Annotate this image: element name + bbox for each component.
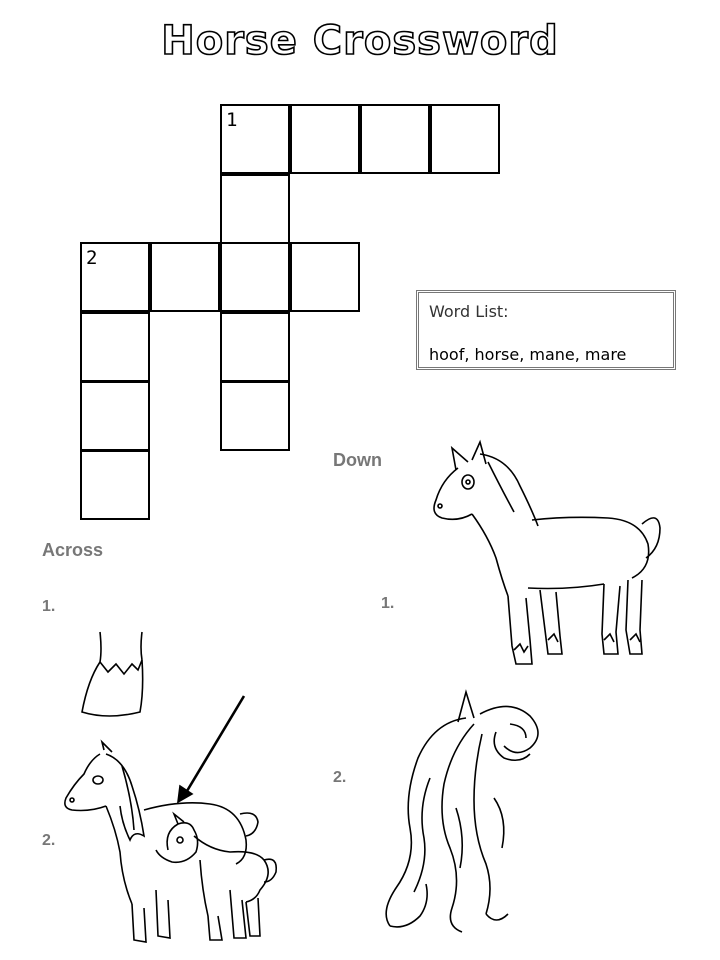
across-heading: Across [42, 540, 104, 560]
grid-cell[interactable] [430, 104, 500, 174]
mane-icon [370, 688, 550, 938]
grid-cell[interactable] [290, 242, 360, 312]
grid-cell[interactable] [80, 242, 150, 312]
grid-cell[interactable] [220, 104, 290, 174]
across-clue-1-number: 1. [42, 598, 56, 615]
down-clue-2-number: 2. [333, 769, 347, 786]
grid-cell[interactable] [150, 242, 220, 312]
grid-cell[interactable] [360, 104, 430, 174]
clue-number: 2 [86, 247, 98, 269]
grid-cell[interactable] [220, 312, 290, 382]
grid-cell[interactable] [80, 312, 150, 382]
grid-cell[interactable] [220, 381, 290, 451]
clue-number: 1 [226, 109, 238, 131]
word-list-box [416, 290, 676, 370]
down-heading: Down [333, 450, 382, 470]
mare-and-foal-icon [60, 740, 290, 950]
horse-icon [428, 440, 668, 675]
grid-cell[interactable] [80, 381, 150, 451]
grid-cell[interactable] [220, 174, 290, 244]
across-clue-2-number: 2. [42, 832, 56, 849]
grid-cell[interactable] [220, 242, 290, 312]
grid-cell[interactable] [80, 450, 150, 520]
word-list-label: Word List: [429, 302, 509, 321]
down-clue-1-number: 1. [381, 595, 395, 612]
grid-cell[interactable] [290, 104, 360, 174]
page-title: Horse Crossword [161, 18, 559, 64]
word-list-words: hoof, horse, mane, mare [429, 345, 627, 364]
hoof-icon [78, 630, 158, 720]
